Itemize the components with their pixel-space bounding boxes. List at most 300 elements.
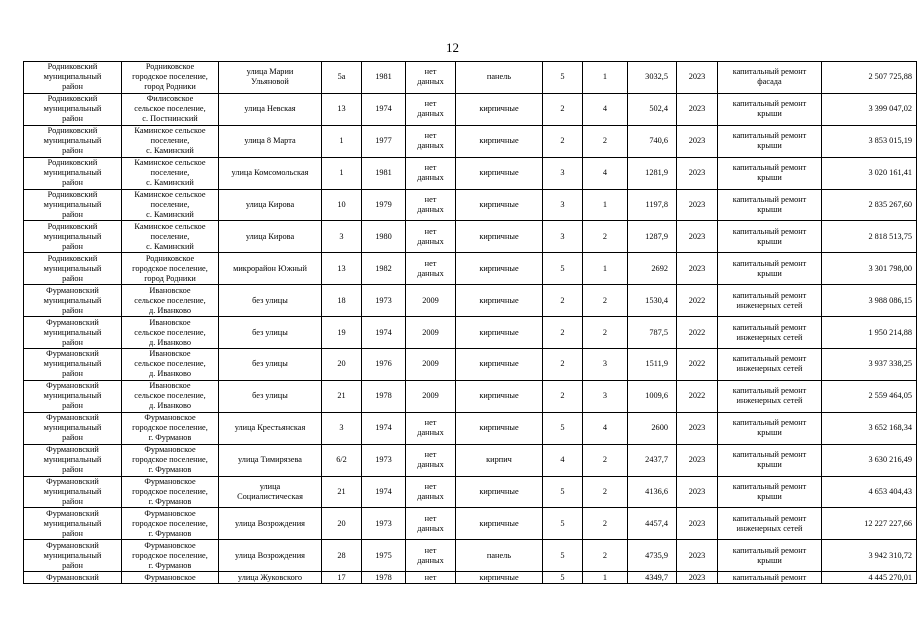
- last-repair-line: данных: [417, 236, 444, 246]
- district-line: муниципальный: [43, 455, 102, 465]
- district-line: Фурмановский: [46, 381, 99, 391]
- settlement-line: городское поселение,: [132, 518, 208, 528]
- work-type-line: капитальный ремонт: [732, 450, 807, 460]
- street-line: без улицы: [252, 391, 288, 401]
- house-number-cell: 5а: [322, 62, 362, 94]
- last-repair-line: нет: [424, 163, 437, 173]
- cost-cell: 3 853 015,19: [822, 125, 917, 157]
- entrances-cell: 4: [583, 93, 628, 125]
- house-number-cell: 17: [322, 572, 362, 584]
- settlement-cell: [122, 476, 219, 508]
- build-year-cell: 1975: [362, 540, 406, 572]
- street-line: улица: [259, 482, 281, 492]
- settlement-line: городское поселение,: [132, 263, 208, 273]
- settlement-line: Родниковское: [145, 62, 195, 72]
- entrances-cell: 1: [583, 253, 628, 285]
- entrances-cell: 2: [583, 125, 628, 157]
- district-line: район: [62, 82, 83, 92]
- table-row: [24, 349, 917, 381]
- floors-cell: 5: [543, 508, 583, 540]
- area-cell: 787,5: [628, 317, 677, 349]
- work-type-line: капитальный ремонт: [732, 163, 807, 173]
- settlement-cell: [122, 253, 219, 285]
- district-cell: [24, 380, 122, 412]
- street-cell: [219, 476, 322, 508]
- street-cell: [219, 349, 322, 381]
- district-line: муниципальный: [43, 231, 102, 241]
- district-line: район: [62, 241, 83, 251]
- settlement-cell: [122, 285, 219, 317]
- area-cell: 2600: [628, 412, 677, 444]
- house-number-cell: 1: [322, 125, 362, 157]
- cost-cell: 3 020 161,41: [822, 157, 917, 189]
- settlement-line: с. Каминский: [146, 241, 194, 251]
- area-cell: 1197,8: [628, 189, 677, 221]
- build-year-cell: 1980: [362, 221, 406, 253]
- work-type-cell: [718, 221, 822, 253]
- district-line: муниципальный: [43, 295, 102, 305]
- area-cell: 1281,9: [628, 157, 677, 189]
- street-line: улица Марии: [246, 67, 294, 77]
- district-line: район: [62, 305, 83, 315]
- build-year-cell: 1977: [362, 125, 406, 157]
- plan-year-cell: 2023: [677, 125, 718, 157]
- table-row: [24, 125, 917, 157]
- settlement-line: Каминское сельское: [134, 158, 206, 168]
- entrances-cell: 1: [583, 62, 628, 94]
- table-row: [24, 572, 917, 584]
- cost-cell: 2 559 464,05: [822, 380, 917, 412]
- work-type-line: капитальный ремонт: [732, 354, 807, 364]
- work-type-line: инженерных сетей: [736, 332, 803, 342]
- district-cell: [24, 508, 122, 540]
- table-row: [24, 62, 917, 94]
- area-cell: 1511,9: [628, 349, 677, 381]
- wall-material-cell: кирпичные: [456, 476, 543, 508]
- house-number-cell: 13: [322, 93, 362, 125]
- settlement-line: Фурмановское: [144, 540, 196, 550]
- settlement-line: городское поселение,: [132, 455, 208, 465]
- street-line: улица Крестьянская: [234, 423, 306, 433]
- work-type-cell: [718, 125, 822, 157]
- street-line: улица Невская: [244, 104, 296, 114]
- street-line: улица Возрождения: [235, 550, 305, 560]
- wall-material-cell: кирпичные: [456, 157, 543, 189]
- table-row: [24, 412, 917, 444]
- district-line: район: [62, 210, 83, 219]
- area-cell: 4457,4: [628, 508, 677, 540]
- cost-cell: 12 227 227,66: [822, 508, 917, 540]
- street-line: Ульяновой: [251, 77, 289, 87]
- area-cell: 502,4: [628, 93, 677, 125]
- floors-cell: 3: [543, 221, 583, 253]
- settlement-line: городское поселение,: [132, 72, 208, 82]
- last-repair-cell: [406, 221, 456, 253]
- settlement-line: сельское поселение,: [134, 104, 206, 114]
- floors-cell: 5: [543, 412, 583, 444]
- table-row: [24, 221, 917, 253]
- work-type-line: капитальный ремонт: [732, 513, 807, 523]
- last-repair-line: нет: [424, 195, 437, 204]
- entrances-cell: 2: [583, 317, 628, 349]
- floors-cell: 5: [543, 253, 583, 285]
- area-cell: 4349,7: [628, 572, 677, 584]
- area-cell: 2437,7: [628, 444, 677, 476]
- settlement-line: сельское поселение,: [134, 359, 206, 369]
- floors-cell: 2: [543, 93, 583, 125]
- work-type-line: капитальный ремонт: [732, 258, 807, 268]
- district-line: Фурмановский: [46, 317, 99, 327]
- floors-cell: 2: [543, 285, 583, 317]
- settlement-line: Фурмановское: [144, 445, 196, 455]
- district-line: муниципальный: [43, 518, 102, 528]
- plan-year-cell: 2022: [677, 349, 718, 381]
- house-number-cell: 20: [322, 508, 362, 540]
- house-number-cell: 28: [322, 540, 362, 572]
- work-type-line: инженерных сетей: [736, 300, 803, 310]
- entrances-cell: 2: [583, 444, 628, 476]
- build-year-cell: 1974: [362, 476, 406, 508]
- work-type-line: капитальный ремонт: [732, 572, 807, 582]
- table-row: [24, 93, 917, 125]
- settlement-line: с. Каминский: [146, 210, 194, 219]
- district-line: Фурмановский: [46, 445, 99, 455]
- district-line: муниципальный: [43, 263, 102, 273]
- last-repair-cell: [406, 476, 456, 508]
- settlement-line: город Родники: [144, 273, 196, 283]
- settlement-line: д. Иванково: [148, 401, 192, 411]
- floors-cell: 3: [543, 157, 583, 189]
- area-cell: 4136,6: [628, 476, 677, 508]
- area-cell: 4735,9: [628, 540, 677, 572]
- settlement-line: Ивановское: [149, 381, 191, 391]
- last-repair-line: нет: [424, 513, 437, 523]
- work-type-cell: [718, 444, 822, 476]
- district-line: Родниковский: [47, 190, 98, 199]
- work-type-line: инженерных сетей: [736, 523, 803, 533]
- street-cell: [219, 540, 322, 572]
- last-repair-cell: [406, 444, 456, 476]
- district-line: Фурмановский: [46, 572, 99, 582]
- work-type-cell: [718, 62, 822, 94]
- district-cell: [24, 285, 122, 317]
- street-cell: [219, 253, 322, 285]
- district-line: муниципальный: [43, 72, 102, 82]
- district-line: район: [62, 433, 83, 443]
- table-row: [24, 540, 917, 572]
- district-line: район: [62, 560, 83, 570]
- last-repair-line: данных: [417, 77, 444, 87]
- settlement-line: Фурмановское: [144, 477, 196, 487]
- district-line: Фурмановский: [46, 477, 99, 487]
- work-type-cell: [718, 380, 822, 412]
- build-year-cell: 1973: [362, 508, 406, 540]
- house-number-cell: 13: [322, 253, 362, 285]
- last-repair-line: нет: [424, 258, 437, 268]
- last-repair-line: нет: [424, 482, 437, 492]
- cost-cell: 2 835 267,60: [822, 189, 917, 221]
- district-cell: [24, 62, 122, 94]
- street-cell: [219, 125, 322, 157]
- table-row: [24, 253, 917, 285]
- build-year-cell: 1973: [362, 285, 406, 317]
- wall-material-cell: панель: [456, 540, 543, 572]
- settlement-line: поселение,: [150, 200, 190, 209]
- build-year-cell: 1981: [362, 62, 406, 94]
- district-line: Фурмановский: [46, 540, 99, 550]
- work-type-cell: [718, 93, 822, 125]
- district-line: Фурмановский: [46, 285, 99, 295]
- street-cell: [219, 412, 322, 444]
- house-number-cell: 20: [322, 349, 362, 381]
- last-repair-line: нет: [424, 67, 437, 77]
- build-year-cell: 1973: [362, 444, 406, 476]
- settlement-line: г. Фурманов: [148, 497, 192, 507]
- table-row: [24, 189, 917, 221]
- district-line: муниципальный: [43, 200, 102, 209]
- settlement-line: г. Фурманов: [148, 560, 192, 570]
- house-number-cell: 21: [322, 476, 362, 508]
- street-cell: [219, 444, 322, 476]
- cost-cell: 2 818 513,75: [822, 221, 917, 253]
- last-repair-line: данных: [417, 460, 444, 470]
- settlement-cell: [122, 444, 219, 476]
- settlement-line: Фурмановское: [144, 508, 196, 518]
- district-line: район: [62, 465, 83, 475]
- settlement-line: с. Каминский: [146, 178, 194, 188]
- last-repair-line: 2009: [422, 295, 439, 305]
- entrances-cell: 1: [583, 572, 628, 584]
- last-repair-line: нет: [424, 226, 437, 236]
- district-line: муниципальный: [43, 136, 102, 146]
- district-line: Фурмановский: [46, 413, 99, 423]
- last-repair-line: данных: [417, 109, 444, 119]
- settlement-line: Каминское сельское: [134, 126, 206, 136]
- settlement-line: Каминское сельское: [134, 190, 206, 199]
- work-type-line: крыши: [757, 173, 782, 183]
- last-repair-line: нет: [424, 99, 437, 109]
- floors-cell: 2: [543, 125, 583, 157]
- plan-year-cell: 2023: [677, 157, 718, 189]
- last-repair-cell: [406, 285, 456, 317]
- settlement-line: сельское поселение,: [134, 295, 206, 305]
- district-cell: [24, 189, 122, 221]
- last-repair-line: данных: [417, 428, 444, 438]
- plan-year-cell: 2023: [677, 93, 718, 125]
- cost-cell: 3 937 338,25: [822, 349, 917, 381]
- settlement-cell: [122, 221, 219, 253]
- district-line: Родниковский: [47, 253, 98, 263]
- last-repair-cell: [406, 93, 456, 125]
- district-line: муниципальный: [43, 550, 102, 560]
- plan-year-cell: 2022: [677, 317, 718, 349]
- plan-year-cell: 2023: [677, 253, 718, 285]
- district-line: Родниковский: [47, 62, 98, 72]
- last-repair-line: данных: [417, 523, 444, 533]
- plan-year-cell: 2022: [677, 380, 718, 412]
- house-number-cell: 6/2: [322, 444, 362, 476]
- settlement-line: Фурмановское: [144, 572, 196, 582]
- wall-material-cell: кирпичные: [456, 93, 543, 125]
- work-type-line: крыши: [757, 141, 782, 151]
- work-type-cell: [718, 253, 822, 285]
- floors-cell: 2: [543, 349, 583, 381]
- floors-cell: 3: [543, 189, 583, 221]
- last-repair-line: 2009: [422, 327, 439, 337]
- cost-cell: 3 630 216,49: [822, 444, 917, 476]
- table-row: [24, 476, 917, 508]
- district-cell: [24, 540, 122, 572]
- settlement-cell: [122, 412, 219, 444]
- wall-material-cell: кирпичные: [456, 412, 543, 444]
- work-type-line: крыши: [757, 492, 782, 502]
- street-line: улица 8 Марта: [244, 136, 296, 146]
- work-type-cell: [718, 157, 822, 189]
- area-cell: 3032,5: [628, 62, 677, 94]
- district-cell: [24, 572, 122, 584]
- district-line: Родниковский: [47, 126, 98, 136]
- last-repair-line: нет: [424, 131, 437, 141]
- cost-cell: 1 950 214,88: [822, 317, 917, 349]
- last-repair-line: 2009: [422, 391, 439, 401]
- work-type-cell: [718, 508, 822, 540]
- street-cell: [219, 189, 322, 221]
- work-type-line: капитальный ремонт: [732, 418, 807, 428]
- floors-cell: 2: [543, 317, 583, 349]
- floors-cell: 5: [543, 62, 583, 94]
- settlement-cell: [122, 317, 219, 349]
- build-year-cell: 1981: [362, 157, 406, 189]
- street-cell: [219, 157, 322, 189]
- work-type-line: капитальный ремонт: [732, 195, 807, 204]
- settlement-line: с. Каминский: [146, 146, 194, 156]
- district-cell: [24, 412, 122, 444]
- last-repair-line: данных: [417, 141, 444, 151]
- settlement-line: г. Фурманов: [148, 433, 192, 443]
- house-number-cell: 19: [322, 317, 362, 349]
- street-cell: [219, 380, 322, 412]
- last-repair-line: нет: [424, 545, 437, 555]
- district-line: муниципальный: [43, 487, 102, 497]
- district-line: район: [62, 114, 83, 124]
- work-type-line: капитальный ремонт: [732, 67, 807, 77]
- district-line: район: [62, 337, 83, 347]
- cost-cell: 3 399 047,02: [822, 93, 917, 125]
- settlement-cell: [122, 380, 219, 412]
- street-line: улица Тимирязева: [238, 455, 302, 465]
- cost-cell: 3 652 168,34: [822, 412, 917, 444]
- plan-year-cell: 2023: [677, 476, 718, 508]
- build-year-cell: 1974: [362, 412, 406, 444]
- street-line: улица Кирова: [245, 231, 295, 241]
- settlement-line: г. Фурманов: [148, 528, 192, 538]
- plan-year-cell: 2023: [677, 221, 718, 253]
- wall-material-cell: кирпичные: [456, 253, 543, 285]
- district-line: муниципальный: [43, 327, 102, 337]
- area-cell: 1287,9: [628, 221, 677, 253]
- wall-material-cell: кирпичные: [456, 189, 543, 221]
- settlement-line: городское поселение,: [132, 487, 208, 497]
- street-line: улица Кирова: [245, 200, 295, 209]
- housing-repair-table: [23, 61, 917, 584]
- last-repair-cell: [406, 189, 456, 221]
- last-repair-line: нет: [424, 450, 437, 460]
- district-line: муниципальный: [43, 168, 102, 178]
- street-line: без улицы: [252, 295, 288, 305]
- wall-material-cell: кирпичные: [456, 221, 543, 253]
- street-line: улица Жуковского: [237, 572, 303, 582]
- settlement-cell: [122, 62, 219, 94]
- plan-year-cell: 2023: [677, 62, 718, 94]
- settlement-line: Каминское сельское: [134, 221, 206, 231]
- house-number-cell: 10: [322, 189, 362, 221]
- settlement-line: городское поселение,: [132, 550, 208, 560]
- last-repair-line: 2009: [422, 359, 439, 369]
- street-line: без улицы: [252, 327, 288, 337]
- settlement-line: Ивановское: [149, 285, 191, 295]
- street-cell: [219, 93, 322, 125]
- work-type-line: капитальный ремонт: [732, 322, 807, 332]
- cost-cell: 4 445 270,01: [822, 572, 917, 584]
- entrances-cell: 1: [583, 189, 628, 221]
- floors-cell: 5: [543, 572, 583, 584]
- street-cell: [219, 508, 322, 540]
- district-line: район: [62, 401, 83, 411]
- street-cell: [219, 572, 322, 584]
- district-line: район: [62, 369, 83, 379]
- cost-cell: 3 942 310,72: [822, 540, 917, 572]
- district-line: район: [62, 497, 83, 507]
- district-cell: [24, 317, 122, 349]
- entrances-cell: 3: [583, 349, 628, 381]
- settlement-line: г. Фурманов: [148, 465, 192, 475]
- area-cell: 740,6: [628, 125, 677, 157]
- work-type-line: крыши: [757, 205, 782, 214]
- last-repair-line: данных: [417, 173, 444, 183]
- build-year-cell: 1978: [362, 380, 406, 412]
- district-cell: [24, 349, 122, 381]
- wall-material-cell: кирпичные: [456, 508, 543, 540]
- floors-cell: 5: [543, 476, 583, 508]
- house-number-cell: 18: [322, 285, 362, 317]
- last-repair-cell: [406, 125, 456, 157]
- work-type-line: капитальный ремонт: [732, 386, 807, 396]
- last-repair-line: данных: [417, 268, 444, 278]
- table-row: [24, 380, 917, 412]
- street-line: улица Возрождения: [235, 518, 305, 528]
- table-row: [24, 508, 917, 540]
- settlement-line: д. Иванково: [148, 369, 192, 379]
- wall-material-cell: кирпичные: [456, 317, 543, 349]
- street-cell: [219, 317, 322, 349]
- settlement-line: сельское поселение,: [134, 327, 206, 337]
- page-number: 12: [446, 40, 459, 55]
- wall-material-cell: кирпичные: [456, 125, 543, 157]
- last-repair-line: нет: [424, 418, 437, 428]
- district-cell: [24, 253, 122, 285]
- settlement-cell: [122, 125, 219, 157]
- area-cell: 2692: [628, 253, 677, 285]
- work-type-line: инженерных сетей: [736, 364, 803, 374]
- settlement-cell: [122, 157, 219, 189]
- settlement-cell: [122, 349, 219, 381]
- last-repair-cell: [406, 157, 456, 189]
- entrances-cell: 2: [583, 476, 628, 508]
- work-type-cell: [718, 476, 822, 508]
- settlement-cell: [122, 93, 219, 125]
- floors-cell: 5: [543, 540, 583, 572]
- entrances-cell: 2: [583, 285, 628, 317]
